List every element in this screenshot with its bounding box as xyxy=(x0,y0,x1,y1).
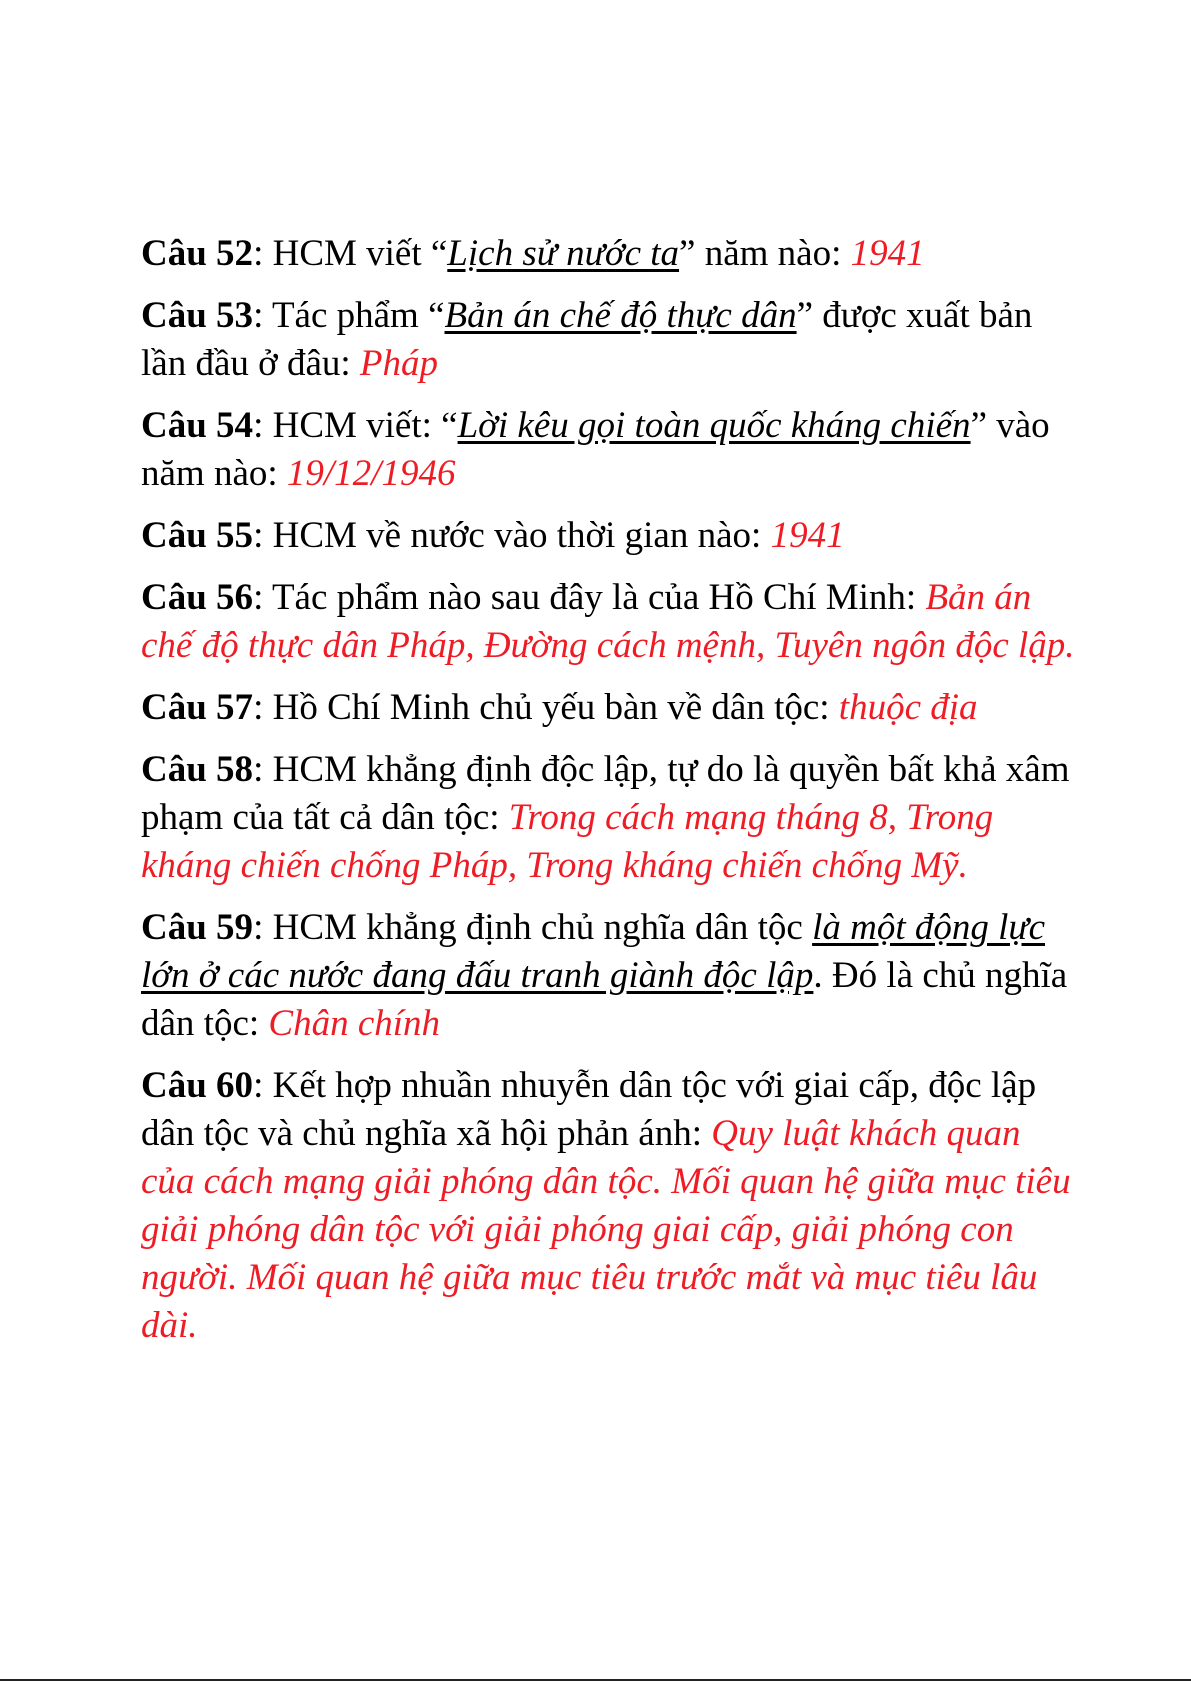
question-59 xyxy=(141,904,1081,1048)
question-text: Tác phẩm nào sau đây là của Hồ Chí Minh: xyxy=(271,577,926,618)
work-title: Lịch sử nước ta xyxy=(447,233,680,274)
question-separator: : xyxy=(253,749,273,790)
question-label: Câu 58 xyxy=(141,749,254,790)
question-label: Câu 59 xyxy=(141,907,254,948)
question-label: Câu 57 xyxy=(141,687,254,728)
question-57 xyxy=(141,684,1081,732)
answer-text: Chân chính xyxy=(268,1003,441,1044)
question-55 xyxy=(141,512,1081,560)
question-text: ” năm nào: xyxy=(679,233,851,274)
answer-text: Pháp xyxy=(359,343,439,384)
question-separator: : xyxy=(253,687,273,728)
question-53 xyxy=(141,292,1081,388)
answer-text: 19/12/1946 xyxy=(286,453,456,494)
question-separator: : xyxy=(253,515,273,556)
answer-text: 1941 xyxy=(850,233,925,274)
question-text: ” vào năm nào: xyxy=(141,405,1050,494)
question-text: Hồ Chí Minh chủ yếu bàn về dân tộc: xyxy=(272,687,839,728)
question-label: Câu 55 xyxy=(141,515,254,556)
question-separator: : xyxy=(253,405,273,446)
question-separator: : xyxy=(253,233,273,274)
question-label: Câu 53 xyxy=(141,295,254,336)
question-list xyxy=(141,230,1081,1364)
question-text: HCM viết: “ xyxy=(272,405,458,446)
question-56 xyxy=(141,574,1081,670)
question-label: Câu 54 xyxy=(141,405,254,446)
question-60 xyxy=(141,1062,1081,1350)
underlined-phrase: là một động lực lớn ở các nước đang đấu tranh giành độc lập xyxy=(141,907,1046,996)
question-54 xyxy=(141,402,1081,498)
answer-text: thuộc địa xyxy=(838,687,978,728)
question-text: HCM khẳng định độc lập, tự do là quyền bất khả xâm phạm của tất cả dân tộc: xyxy=(141,749,1070,838)
answer-text: Trong cách mạng tháng 8, Trong kháng chiến chống Pháp, Trong kháng chiến chống Mỹ. xyxy=(141,797,994,886)
answer-text: Quy luật khách quan của cách mạng giải phóng dân tộc. Mối quan hệ giữa mục tiêu giải phóng dân tộc với giải phóng giai cấp, giải phóng con người. Mối quan hệ giữa mục tiêu trước mắt và mục tiêu lâu dài. xyxy=(141,1113,1071,1346)
question-text: HCM về nước vào thời gian nào: xyxy=(272,515,771,556)
question-58 xyxy=(141,746,1081,890)
question-separator: : xyxy=(253,1065,273,1106)
work-title: Bản án chế độ thực dân xyxy=(444,295,797,336)
answer-text: 1941 xyxy=(770,515,845,556)
question-label: Câu 52 xyxy=(141,233,254,274)
question-label: Câu 56 xyxy=(141,577,254,618)
question-52 xyxy=(141,230,1081,278)
question-separator: : xyxy=(253,295,272,336)
page-bottom-divider xyxy=(0,1679,1191,1681)
question-text: Kết hợp nhuần nhuyễn dân tộc với giai cấp, độc lập dân tộc và chủ nghĩa xã hội phản ánh: xyxy=(141,1065,1037,1154)
question-text: Tác phẩm “ xyxy=(271,295,445,336)
work-title: Lời kêu gọi toàn quốc kháng chiến xyxy=(457,405,971,446)
question-label: Câu 60 xyxy=(141,1065,254,1106)
question-text: HCM viết “ xyxy=(272,233,448,274)
question-text: . Đó là chủ nghĩa dân tộc: xyxy=(141,955,1068,1044)
answer-text: Bản án chế độ thực dân Pháp, Đường cách mệnh, Tuyên ngôn độc lập. xyxy=(141,577,1075,666)
question-separator: : xyxy=(253,907,273,948)
question-separator: : xyxy=(253,577,272,618)
question-text: HCM khẳng định chủ nghĩa dân tộc xyxy=(272,907,813,948)
question-text: ” được xuất bản lần đầu ở đâu: xyxy=(141,295,1033,384)
